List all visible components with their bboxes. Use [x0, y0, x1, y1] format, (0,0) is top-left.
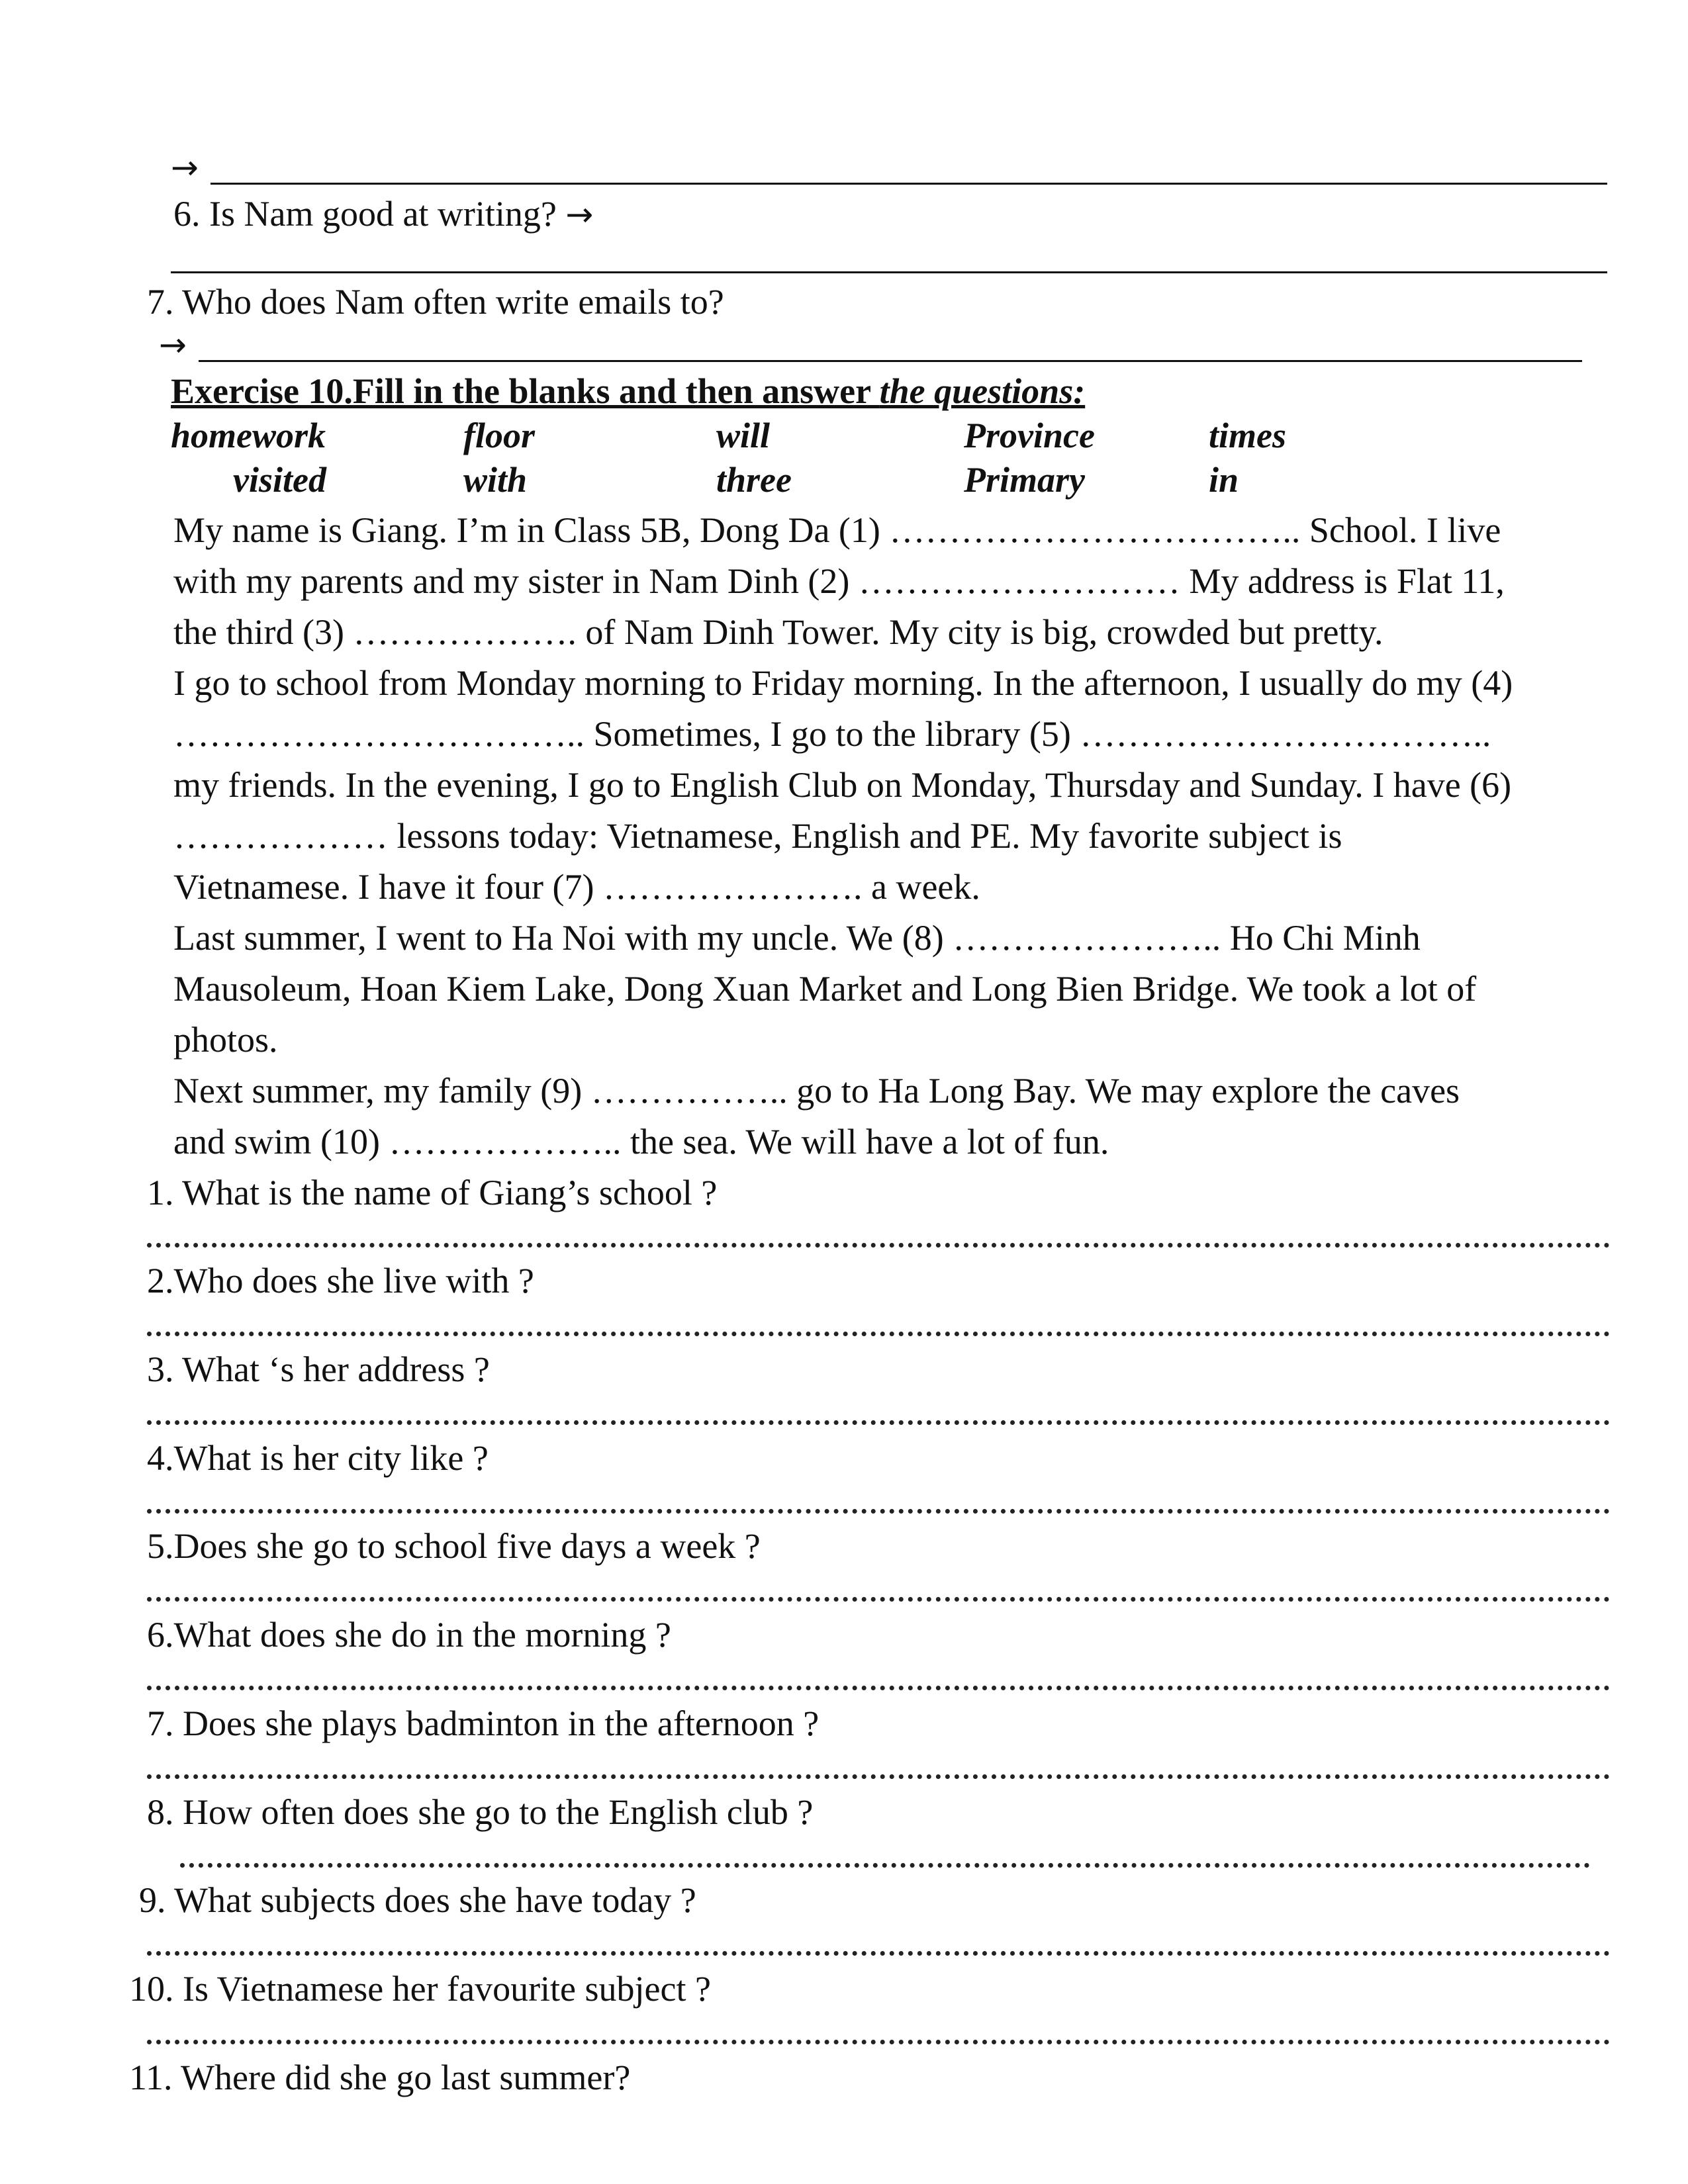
answer-dotted-line[interactable] — [147, 1686, 1610, 1690]
arrow-icon: → — [565, 195, 594, 234]
word-bank-item: will — [716, 416, 771, 455]
word-bank-item: in — [1209, 460, 1239, 500]
word-bank-item: with — [463, 460, 528, 500]
word-bank-item: visited — [233, 460, 326, 500]
word-bank-item: Province — [964, 416, 1095, 455]
question-text: 4.What is her city like ? — [147, 1438, 489, 1478]
passage-line: photos. — [173, 1020, 278, 1060]
question-text: 8. How often does she go to the English club ? — [147, 1792, 814, 1832]
question-text: 2.Who does she live with ? — [147, 1261, 534, 1300]
question-text: 10. Is Vietnamese her favourite subject ? — [129, 1969, 711, 2009]
question-text: 6.What does she do in the morning ? — [147, 1615, 671, 1655]
answer-line[interactable] — [171, 271, 1607, 273]
passage-line: Mausoleum, Hoan Kiem Lake, Dong Xuan Market and Long Bien Bridge. We took a lot of — [173, 969, 1477, 1009]
word-bank-item: floor — [463, 416, 535, 455]
passage-line: my friends. In the evening, I go to English Club on Monday, Thursday and Sunday. I have (6) — [173, 765, 1512, 805]
word-bank-item: Primary — [964, 460, 1085, 500]
passage-line: and swim (10) ……………….. the sea. We will have a lot of fun. — [173, 1122, 1109, 1161]
answer-arrow-icon: → — [159, 326, 187, 364]
passage-line: …………………………….. Sometimes, I go to the library (5) …………………………….. — [173, 714, 1491, 754]
question-text: 5.Does she go to school five days a week ? — [147, 1526, 761, 1566]
passage-line: the third (3) ………………. of Nam Dinh Tower. My city is big, crowded but pretty. — [173, 612, 1383, 652]
answer-dotted-line[interactable] — [180, 1863, 1590, 1868]
passage-line: My name is Giang. I’m in Class 5B, Dong Da (1) …………………………….. School. I live — [173, 510, 1501, 550]
passage-line: with my parents and my sister in Nam Dinh (2) ……………………… My address is Flat 11, — [173, 561, 1505, 601]
question-text: 11. Where did she go last summer? — [129, 2058, 631, 2097]
answer-arrow-icon: → — [171, 148, 199, 187]
question-text: 1. What is the name of Giang’s school ? — [147, 1173, 718, 1212]
answer-dotted-line[interactable] — [147, 2040, 1610, 2044]
question-6-text: 6. Is Nam good at writing? → — [173, 194, 594, 234]
answer-dotted-line[interactable] — [147, 1509, 1610, 1514]
passage-line: I go to school from Monday morning to Friday morning. In the afternoon, I usually do my (4) — [173, 663, 1513, 703]
question-text: 3. What ‘s her address ? — [147, 1349, 490, 1389]
answer-dotted-line[interactable] — [147, 1597, 1610, 1602]
passage-line: Last summer, I went to Ha Noi with my uncle. We (8) ………………….. Ho Chi Minh — [173, 918, 1421, 958]
answer-dotted-line[interactable] — [147, 1774, 1610, 1779]
exercise-title: Exercise 10.Fill in the blanks and then answer the questions: — [171, 371, 1086, 411]
answer-line[interactable] — [211, 183, 1607, 185]
passage-line: Next summer, my family (9) …………….. go to Ha Long Bay. We may explore the caves — [173, 1071, 1460, 1111]
answer-dotted-line[interactable] — [147, 1951, 1610, 1956]
word-bank-item: three — [716, 460, 792, 500]
question-text: 7. Does she plays badminton in the afternoon ? — [147, 1704, 820, 1743]
passage-line: ……………… lessons today: Vietnamese, English and PE. My favorite subject is — [173, 816, 1342, 856]
answer-dotted-line[interactable] — [147, 1243, 1610, 1248]
answer-dotted-line[interactable] — [147, 1420, 1610, 1425]
word-bank-item: homework — [171, 416, 326, 455]
passage-line: Vietnamese. I have it four (7) …………………. a week. — [173, 867, 980, 907]
answer-dotted-line[interactable] — [147, 1332, 1610, 1336]
word-bank-item: times — [1209, 416, 1286, 455]
question-7-text: 7. Who does Nam often write emails to? — [147, 282, 724, 322]
question-text: 9. What subjects does she have today ? — [139, 1880, 696, 1920]
answer-line[interactable] — [199, 360, 1582, 362]
